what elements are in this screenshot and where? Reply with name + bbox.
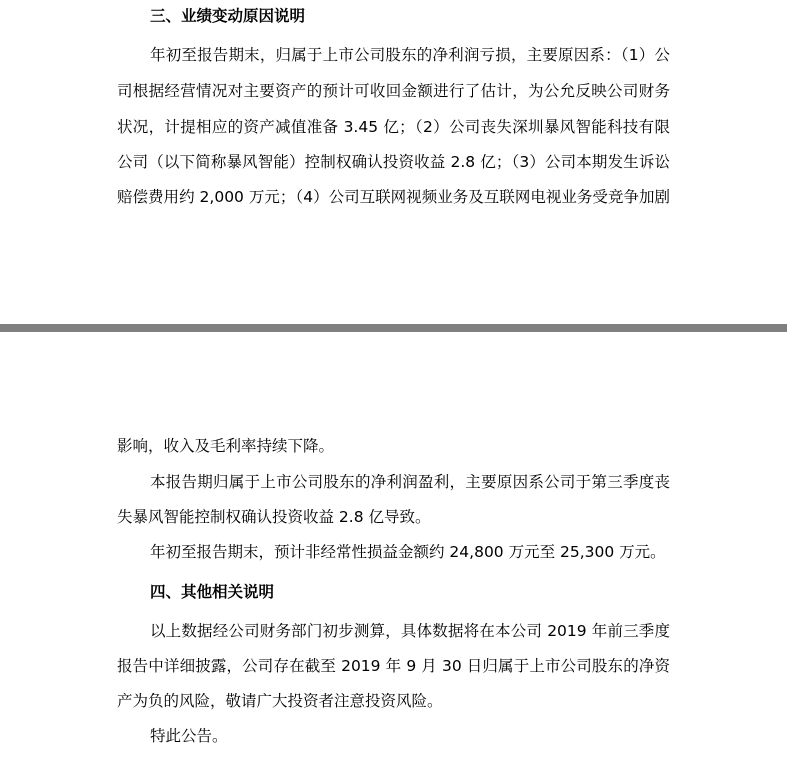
section-4-para-line-1: 以上数据经公司财务部门初步测算，具体数据将在本公司 2019 年前三季度 bbox=[150, 622, 670, 640]
section-3-para-2-line-1: 本报告期归属于上市公司股东的净利润盈利，主要原因系公司于第三季度丧 bbox=[150, 473, 670, 491]
section-3-para-1-line-4: 公司（以下简称暴风智能）控制权确认投资收益 2.8 亿；（3）公司本期发生诉讼 bbox=[117, 153, 670, 171]
section-3-para-1-continuation: 影响，收入及毛利率持续下降。 bbox=[117, 437, 335, 455]
section-3-para-2-line-2: 失暴风智能控制权确认投资收益 2.8 亿导致。 bbox=[117, 508, 431, 526]
section-4-para-line-2: 报告中详细披露，公司存在截至 2019 年 9 月 30 日归属于上市公司股东的净资 bbox=[117, 657, 670, 675]
section-4-heading: 四、其他相关说明 bbox=[150, 583, 275, 601]
page-break-divider bbox=[0, 324, 787, 332]
section-3-heading: 三、业绩变动原因说明 bbox=[150, 7, 306, 25]
section-3-para-3: 年初至报告期末，预计非经常性损益金额约 24,800 万元至 25,300 万元。 bbox=[150, 543, 666, 561]
section-3-para-1-line-3: 状况，计提相应的资产减值准备 3.45 亿；（2）公司丧失深圳暴风智能科技有限 bbox=[117, 118, 670, 136]
section-3-para-1-line-1: 年初至报告期末，归属于上市公司股东的净利润亏损，主要原因系：（1）公 bbox=[150, 46, 670, 64]
section-3-para-1-line-2: 司根据经营情况对主要资产的预计可收回金额进行了估计，为公允反映公司财务 bbox=[117, 82, 670, 100]
document-page-lower bbox=[0, 332, 787, 768]
section-3-para-1-line-5: 赔偿费用约 2,000 万元；（4）公司互联网视频业务及互联网电视业务受竞争加剧 bbox=[117, 188, 670, 206]
closing-statement: 特此公告。 bbox=[150, 727, 228, 745]
document-page-upper bbox=[0, 0, 787, 324]
section-4-para-line-3: 产为负的风险，敬请广大投资者注意投资风险。 bbox=[117, 692, 443, 710]
